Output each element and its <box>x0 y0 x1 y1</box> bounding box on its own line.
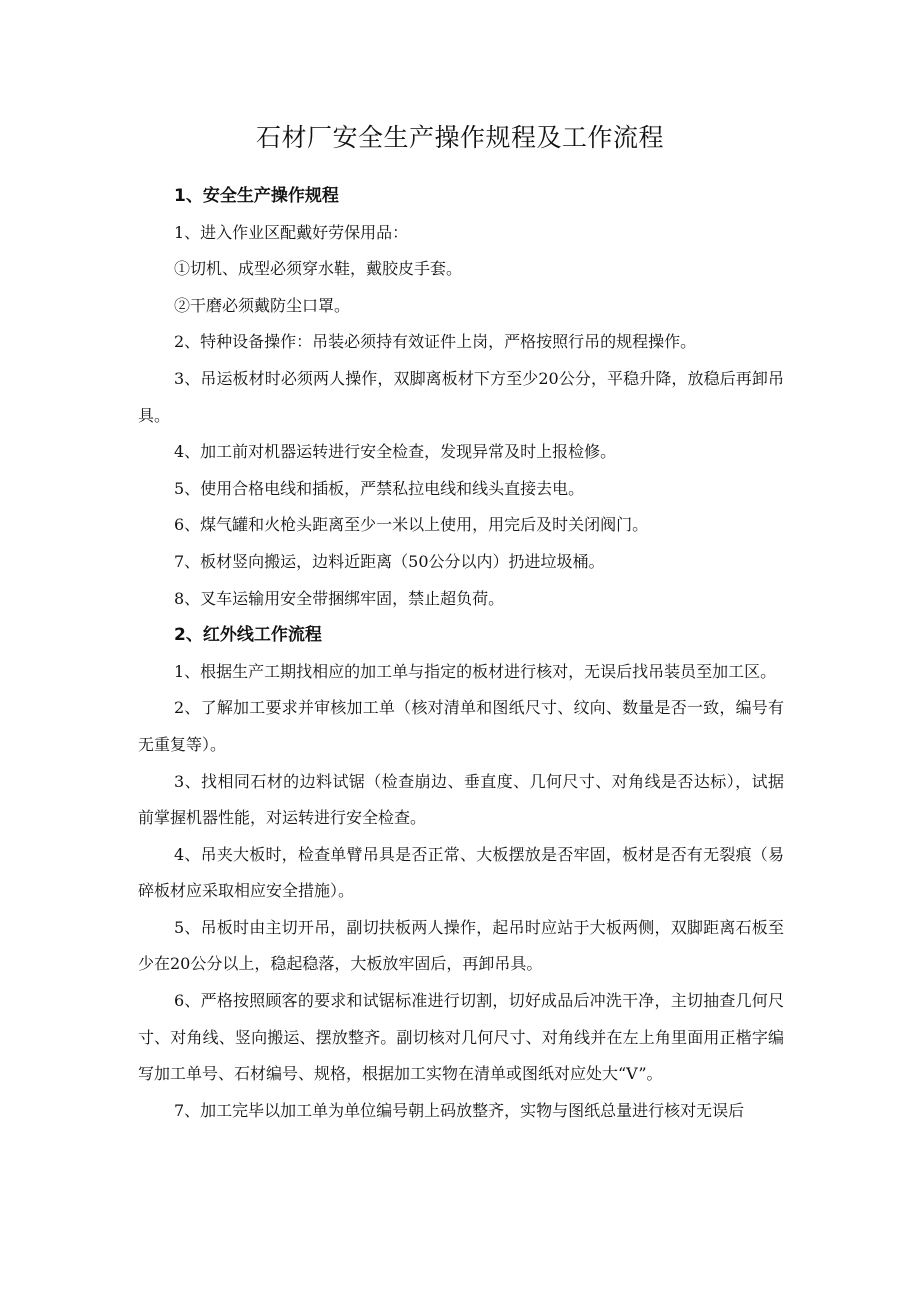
document-body <box>138 178 784 1129</box>
paragraph: 5、吊板时由主切开吊，副切扶板两人操作，起吊时应站于大板两侧，双脚距离石板至少在20公分以上，稳起稳落，大板放牢固后，再卸吊具。 <box>138 917 784 974</box>
document-title: 石材厂安全生产操作规程及工作流程 <box>255 123 664 152</box>
paragraph: 4、吊夹大板时，检查单臂吊具是否正常、大板摆放是否牢固，板材是否有无裂痕（易碎板材应采取相应安全措施）。 <box>138 844 784 901</box>
paragraph: 3、找相同石材的边料试锯（检查崩边、垂直度、几何尺寸、对角线是否达标），试据前掌握机器性能，对运转进行安全检查。 <box>138 771 784 828</box>
paragraph: 4、加工前对机器运转进行安全检查，发现异常及时上报检修。 <box>174 442 617 462</box>
paragraph: 7、板材竖向搬运，边料近距离（50公分以内）扔进垃圾桶。 <box>174 551 605 571</box>
paragraph: 2、特种设备操作：吊装必须持有效证件上岗，严格按照行吊的规程操作。 <box>174 332 697 352</box>
section-safety-rules <box>138 178 784 617</box>
paragraph: 3、吊运板材时必须两人操作，双脚离板材下方至少20公分，平稳升降，放稳后再卸吊具。 <box>138 368 784 425</box>
section-heading: 1、安全生产操作规程 <box>174 186 339 206</box>
paragraph: 2、了解加工要求并审核加工单（核对清单和图纸尺寸、纹向、数量是否一致，编号有无重复等）。 <box>138 698 784 754</box>
paragraph: ①切机、成型必须穿水鞋，戴胶皮手套。 <box>174 259 463 279</box>
paragraph: 8、叉车运输用安全带捆绑牢固，禁止超负荷。 <box>174 588 505 608</box>
section-infrared-workflow <box>138 617 784 1129</box>
section-heading: 2、红外线工作流程 <box>174 625 322 646</box>
paragraph: 6、严格按照顾客的要求和试锯标准进行切割，切好成品后冲洗干净，主切抽查几何尺寸、对角线、竖向搬运、摆放整齐。副切核对几何尺寸、对角线并在左上角里面用正楷字编写加工单号、石材编号、规格，根据加工实物在清单或图纸对应处大“V”。 <box>138 991 784 1084</box>
paragraph: 6、煤气罐和火枪头距离至少一米以上使用，用完后及时关闭阀门。 <box>174 515 649 535</box>
paragraph: 1、根据生产工期找相应的加工单与指定的板材进行核对，无误后找吊装员至加工区。 <box>174 661 777 681</box>
paragraph: 1、进入作业区配戴好劳保用品： <box>174 222 409 242</box>
paragraph: ②干磨必须戴防尘口罩。 <box>174 295 351 315</box>
paragraph: 7、加工完毕以加工单为单位编号朝上码放整齐，实物与图纸总量进行核对无误后 <box>174 1100 745 1120</box>
paragraph: 5、使用合格电线和插板，严禁私拉电线和线头直接去电。 <box>174 478 585 498</box>
